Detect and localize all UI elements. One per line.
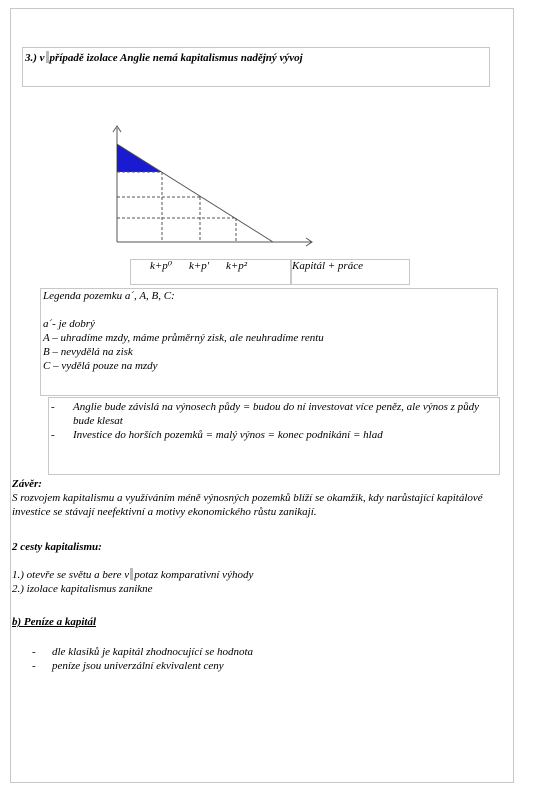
bullets-box [48, 397, 500, 475]
money-section [12, 615, 507, 673]
tick-label-3: k+p² [226, 260, 248, 272]
conclusion-text: S rozvojem kapitalismu a využíváním méně výnosných pozemků blíží se okamžik, kdy narůstající kapitálové investice se stávají neefektivní a motivy ekonomického růstu zanikají. [12, 492, 483, 518]
page-border-right [513, 8, 514, 783]
legend-box [40, 288, 498, 396]
tick-label-1: k+p⁰ [150, 260, 173, 272]
list-item: - dle klasiků je kapitál zhodnocující se hodnota [12, 645, 507, 659]
conclusion-label: Závěr: [12, 478, 42, 490]
money-title: b) Peníze a kapitál [12, 616, 97, 628]
x-axis-label: Kapitál + práce [292, 260, 363, 272]
legend-title: Legenda pozemku a´, A, B, C: [43, 290, 175, 302]
section-heading-box [22, 47, 490, 87]
two-ways-section [12, 540, 507, 596]
text-cursor [46, 51, 49, 63]
legend-line: B – nevydělá na zisk [43, 346, 133, 358]
list-item: - Investice do horších pozemků = malý výnos = konec podnikání = hlad [49, 428, 499, 442]
heading-text: případě izolace Anglie nemá kapitalismus nadějný vývoj [49, 52, 303, 64]
text-cursor [130, 568, 133, 580]
page-border-top [10, 8, 514, 9]
two-ways-title: 2 cesty kapitalismu: [12, 541, 102, 553]
page-border-left [10, 8, 11, 783]
conclusion-section [12, 477, 507, 519]
tick-label-2: k+p' [189, 260, 210, 272]
heading-number: 3.) v [25, 52, 45, 64]
diminishing-returns-diagram [100, 120, 320, 255]
marginal-yield-line [117, 144, 273, 242]
two-ways-item-1: 1.) otevře se světu a bere v potaz komparativní výhody [12, 569, 254, 581]
list-item: - Anglie bude závislá na výnosech půdy = budou do ní investovat více peněz, ale výnos z půdy bude klesat [49, 400, 499, 428]
page-border-bottom [10, 782, 514, 783]
list-item: - peníze jsou univerzální ekvivalent ceny [12, 659, 507, 673]
legend-line: C – vydělá pouze na mzdy [43, 360, 158, 372]
two-ways-item-2: 2.) izolace kapitalismus zanikne [12, 583, 153, 595]
legend-line: A – uhradíme mzdy, máme průměrný zisk, ale neuhradíme rentu [43, 332, 324, 344]
legend-line: a´- je dobrý [43, 318, 95, 330]
